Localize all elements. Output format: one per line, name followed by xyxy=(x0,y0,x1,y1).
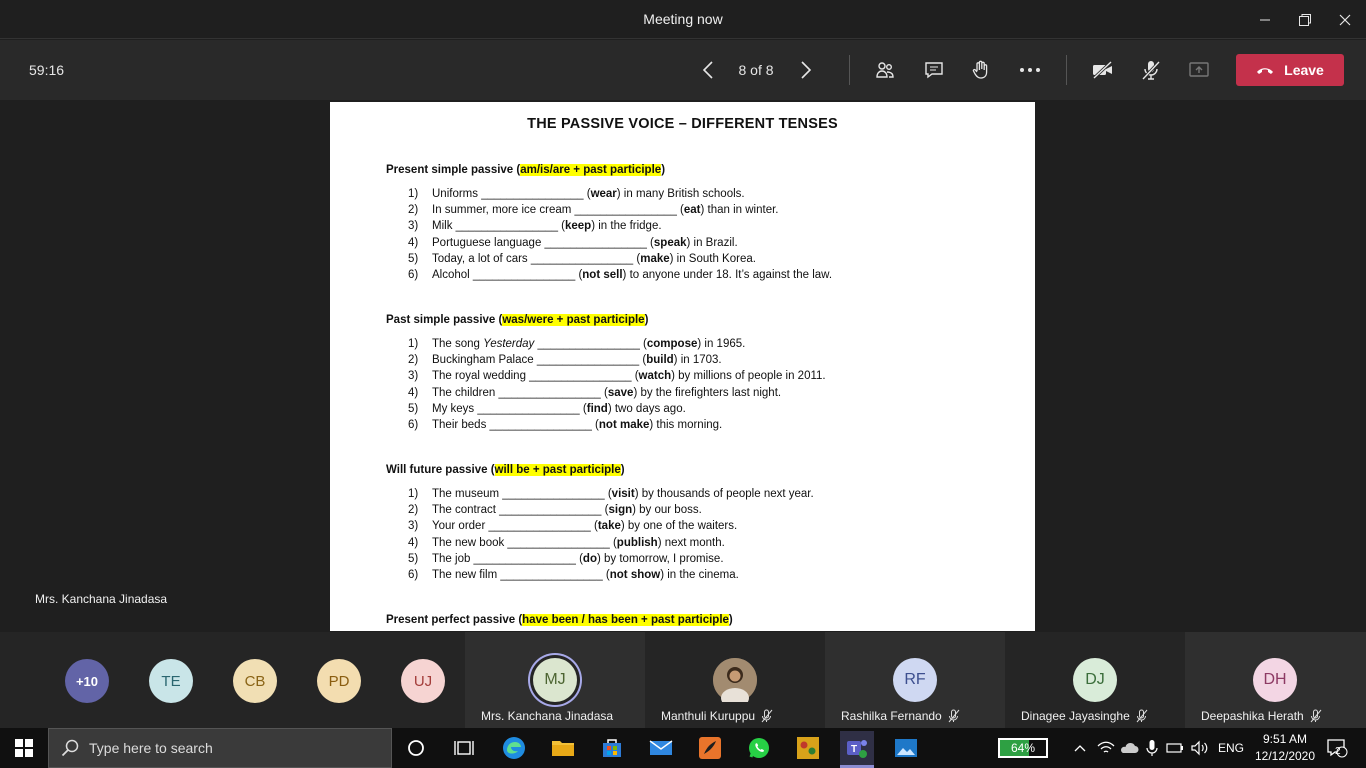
exercise-text xyxy=(432,267,832,283)
participant-avatar[interactable] xyxy=(149,659,193,703)
exercise-verb: do xyxy=(582,552,597,565)
more-icon xyxy=(1019,67,1041,73)
exercise-verb: save xyxy=(607,386,634,399)
title-bar xyxy=(0,0,1366,39)
exercise-item xyxy=(408,267,832,283)
exercise-suffix: ) by tomorrow, I promise. xyxy=(596,552,724,565)
system-clock[interactable] xyxy=(1252,731,1318,765)
exercise-number: 3) xyxy=(408,520,419,533)
clock-date: 12/12/2020 xyxy=(1254,749,1316,763)
minimize-button[interactable] xyxy=(1245,0,1285,39)
exercise-prefix: The song xyxy=(432,338,484,350)
taskbar-app-whatsapp[interactable] xyxy=(745,734,773,762)
exercise-text xyxy=(432,218,662,234)
chat-icon xyxy=(924,60,944,80)
profile-photo-icon xyxy=(713,658,757,702)
minimize-icon xyxy=(1259,14,1271,26)
exercise-verb: eat xyxy=(683,204,701,217)
exercise-text xyxy=(432,385,781,401)
exercise-suffix: ) in the cinema. xyxy=(660,569,739,582)
mail-icon xyxy=(649,739,673,757)
exercise-number: 5) xyxy=(408,552,419,565)
taskbar-app-edge[interactable] xyxy=(500,734,528,762)
microphone-tray-icon[interactable] xyxy=(1140,734,1164,762)
edge-icon xyxy=(502,736,526,760)
start-button[interactable] xyxy=(10,734,38,762)
exercise-prefix: My keys ________________ ( xyxy=(432,402,587,415)
exercise-suffix: ) by thousands of people next year. xyxy=(634,488,814,500)
restore-icon xyxy=(1298,13,1312,27)
exercise-prefix: Milk ________________ ( xyxy=(432,220,565,233)
exercise-text xyxy=(432,235,738,251)
participant-tile[interactable] xyxy=(465,632,645,728)
exercise-item xyxy=(408,401,826,417)
avatar-initials: UJ xyxy=(413,672,433,690)
participant-avatar xyxy=(1253,658,1297,702)
participant-name-label xyxy=(481,709,613,723)
exercise-list xyxy=(408,336,826,433)
paint-icon xyxy=(698,736,722,760)
windows-taskbar xyxy=(0,728,1366,768)
participant-name: Manthuli Kuruppu xyxy=(661,709,756,723)
exercise-item xyxy=(408,202,832,218)
chat-button[interactable] xyxy=(918,54,950,86)
notifications-button[interactable] xyxy=(1322,734,1352,762)
exercise-number: 2) xyxy=(408,354,419,367)
network-wifi-icon[interactable] xyxy=(1094,734,1118,762)
section-heading xyxy=(386,314,648,326)
participant-tile[interactable] xyxy=(825,632,1005,728)
camera-toggle-button[interactable] xyxy=(1087,54,1119,86)
mic-muted-icon xyxy=(948,709,960,723)
section-heading-text: Present perfect passive ( xyxy=(386,614,523,626)
mic-muted-icon xyxy=(761,709,773,723)
shared-content-stage xyxy=(0,100,1366,632)
exercise-suffix: ) in the fridge. xyxy=(591,220,662,233)
exercise-prefix-2: ________________ ( xyxy=(534,338,647,350)
participant-avatar[interactable] xyxy=(233,659,277,703)
exercise-verb: watch xyxy=(638,370,672,383)
chevron-right-icon xyxy=(799,60,813,80)
exercise-item xyxy=(408,551,814,567)
presenter-name-label: Mrs. Kanchana Jinadasa xyxy=(35,592,168,606)
exercise-verb: not make xyxy=(598,419,650,432)
taskbar-app-file-explorer[interactable] xyxy=(549,734,577,762)
mic-muted-icon xyxy=(1310,709,1322,723)
exercise-prefix: The royal wedding ________________ ( xyxy=(432,370,639,383)
exercise-verb: keep xyxy=(565,220,592,233)
participant-name-label xyxy=(841,709,960,723)
close-button[interactable] xyxy=(1325,0,1365,39)
exercise-prefix: The children ________________ ( xyxy=(432,386,608,399)
exercise-verb: visit xyxy=(611,488,635,500)
exercise-text xyxy=(432,518,737,534)
cloud-icon xyxy=(1119,741,1139,755)
wifi-icon xyxy=(1097,740,1115,756)
exercise-suffix: ) by our boss. xyxy=(632,504,702,517)
participants-button[interactable] xyxy=(869,54,901,86)
exercise-item xyxy=(408,502,814,518)
exercise-prefix: The contract ________________ ( xyxy=(432,504,609,517)
exercise-list xyxy=(408,186,832,283)
exercise-number: 6) xyxy=(408,419,419,432)
avatar-initials: RF xyxy=(904,671,926,688)
previous-page-button[interactable] xyxy=(692,54,724,86)
document-title: THE PASSIVE VOICE – DIFFERENT TENSES xyxy=(527,116,838,132)
chevron-up-icon xyxy=(1074,744,1086,752)
exercise-prefix: In summer, more ice cream ________________ ( xyxy=(432,204,684,217)
exercise-number: 1) xyxy=(408,338,419,350)
toolbar-divider xyxy=(849,55,850,85)
hang-up-icon xyxy=(1256,65,1274,75)
battery-percent-label: 64% xyxy=(1010,741,1036,755)
participant-tile[interactable] xyxy=(1185,632,1366,728)
exercise-suffix: ) to anyone under 18. It’s against the law. xyxy=(622,269,833,282)
exercise-text xyxy=(432,502,702,518)
exercise-item xyxy=(408,518,814,534)
exercise-suffix: ) by millions of people in 2011. xyxy=(671,370,826,383)
taskbar-app-photos[interactable] xyxy=(892,734,920,762)
exercise-prefix: Their beds ________________ ( xyxy=(432,419,599,432)
participant-name: Rashilka Fernando xyxy=(841,709,942,723)
grammar-rule-highlight: have been / has been + past participle xyxy=(522,614,729,626)
exercise-prefix: Your order ________________ ( xyxy=(432,520,598,533)
participant-avatar xyxy=(1073,658,1117,702)
exercise-item xyxy=(408,352,826,368)
exercise-suffix: ) in 1965. xyxy=(697,338,746,350)
exercise-item xyxy=(408,385,826,401)
exercise-text xyxy=(432,186,745,202)
mic-off-icon xyxy=(1140,59,1162,81)
folder-icon xyxy=(551,738,575,758)
exercise-item xyxy=(408,535,814,551)
battery-indicator[interactable] xyxy=(998,738,1048,758)
exercise-text xyxy=(432,551,724,567)
exercise-text xyxy=(432,486,814,502)
exercise-list xyxy=(408,486,814,583)
participant-avatar[interactable] xyxy=(401,659,445,703)
participant-name: Deepashika Herath xyxy=(1201,709,1304,723)
taskbar-app-game[interactable] xyxy=(794,734,822,762)
exercise-suffix: ) this morning. xyxy=(649,419,723,432)
section-heading-close: ) xyxy=(661,164,666,176)
exercise-text xyxy=(432,417,722,433)
participant-avatar[interactable] xyxy=(317,659,361,703)
exercise-suffix: ) in many British schools. xyxy=(616,188,745,200)
shared-document[interactable] xyxy=(330,102,1035,631)
more-participants-button[interactable]: +10 xyxy=(65,659,109,703)
exercise-number: 6) xyxy=(408,269,419,282)
chevron-left-icon xyxy=(701,60,715,80)
power-plug-icon xyxy=(1166,741,1186,755)
section-heading xyxy=(386,464,625,476)
exercise-number: 6) xyxy=(408,569,419,582)
section-heading xyxy=(386,164,665,176)
exercise-verb: not show xyxy=(609,569,661,582)
exercise-prefix: The new film ________________ ( xyxy=(432,569,610,582)
exercise-number: 5) xyxy=(408,252,419,265)
exercise-suffix: ) in 1703. xyxy=(673,354,722,367)
search-placeholder: Type here to search xyxy=(89,740,213,756)
hand-icon xyxy=(971,60,991,80)
store-icon xyxy=(601,737,623,759)
exercise-verb: wear xyxy=(590,188,617,200)
avatar-initials: DH xyxy=(1263,671,1287,688)
microphone-icon xyxy=(1146,739,1158,757)
avatar-initials: CB xyxy=(244,672,266,690)
exercise-suffix: ) in South Korea. xyxy=(669,252,756,265)
section-heading-close: ) xyxy=(620,464,625,476)
exercise-text xyxy=(432,251,756,267)
exercise-item xyxy=(408,235,832,251)
search-icon xyxy=(61,739,79,757)
participant-avatar xyxy=(713,658,757,702)
exercise-text xyxy=(432,336,745,352)
exercise-item xyxy=(408,336,826,352)
input-language[interactable]: ENG xyxy=(1218,741,1245,755)
exercise-text xyxy=(432,368,826,384)
taskbar-app-mail[interactable] xyxy=(647,734,675,762)
taskbar-app-store[interactable] xyxy=(598,734,626,762)
section-heading-close: ) xyxy=(644,314,649,326)
exercise-item xyxy=(408,368,826,384)
participant-avatar xyxy=(893,658,937,702)
exercise-suffix: ) in Brazil. xyxy=(686,236,738,249)
exercise-verb: compose xyxy=(646,338,698,350)
clock-time: 9:51 AM xyxy=(1262,732,1308,746)
participant-name: Mrs. Kanchana Jinadasa xyxy=(481,709,614,723)
taskbar-app-paint[interactable] xyxy=(696,734,724,762)
exercise-number: 1) xyxy=(408,488,419,500)
exercise-text xyxy=(432,535,725,551)
exercise-prefix: Buckingham Palace ________________ ( xyxy=(432,354,647,367)
page-indicator: 8 of 8 xyxy=(738,62,774,78)
raise-hand-button[interactable] xyxy=(965,54,997,86)
grammar-rule-highlight: will be + past participle xyxy=(494,464,621,476)
exercise-suffix: ) by the firefighters last night. xyxy=(633,386,782,399)
window-title: Meeting now xyxy=(643,11,723,27)
exercise-number: 4) xyxy=(408,386,419,399)
exercise-number: 4) xyxy=(408,536,419,549)
exercise-text xyxy=(432,401,686,417)
close-icon xyxy=(1339,14,1351,26)
cortana-button[interactable] xyxy=(402,734,430,762)
avatar-initials: MJ xyxy=(544,671,566,688)
exercise-verb: speak xyxy=(653,236,687,249)
speaker-icon xyxy=(1190,740,1210,756)
mic-toggle-button[interactable] xyxy=(1135,54,1167,86)
exercise-item xyxy=(408,251,832,267)
grammar-rule-highlight: was/were + past participle xyxy=(502,314,645,326)
exercise-item xyxy=(408,218,832,234)
people-icon xyxy=(875,60,895,80)
participant-tile[interactable] xyxy=(645,632,825,728)
taskbar-search[interactable] xyxy=(48,728,392,768)
exercise-prefix: Today, a lot of cars ________________ ( xyxy=(432,252,641,265)
exercise-suffix: ) two days ago. xyxy=(607,402,686,415)
exercise-number: 4) xyxy=(408,236,419,249)
svg-text:T: T xyxy=(850,744,858,755)
meeting-toolbar xyxy=(0,40,1366,100)
section-heading-text: Past simple passive ( xyxy=(386,314,503,326)
show-hidden-icons-button[interactable] xyxy=(1068,734,1092,762)
participant-name-label xyxy=(1021,709,1148,723)
exercise-item xyxy=(408,417,826,433)
taskbar-app-teams[interactable] xyxy=(840,731,874,765)
cortana-icon xyxy=(407,739,425,757)
exercise-number: 5) xyxy=(408,402,419,415)
section-heading xyxy=(386,614,733,626)
volume-tray-icon[interactable] xyxy=(1188,734,1212,762)
exercise-verb: find xyxy=(586,402,608,415)
maximize-button[interactable] xyxy=(1285,0,1325,39)
section-heading-text: Will future passive ( xyxy=(386,464,495,476)
game-icon xyxy=(796,736,820,760)
exercise-item xyxy=(408,567,814,583)
exercise-item xyxy=(408,486,814,502)
exercise-item xyxy=(408,186,832,202)
exercise-verb: build xyxy=(646,354,674,367)
exercise-number: 2) xyxy=(408,504,419,517)
exercise-number: 1) xyxy=(408,188,419,200)
exercise-verb: publish xyxy=(616,536,658,549)
grammar-rule-highlight: am/is/are + past participle xyxy=(520,164,662,176)
camera-off-icon xyxy=(1091,60,1115,80)
toolbar-divider xyxy=(1066,55,1067,85)
exercise-text xyxy=(432,567,739,583)
windows-logo-icon xyxy=(15,739,33,757)
share-screen-button[interactable] xyxy=(1183,54,1215,86)
participant-name-label xyxy=(661,709,773,723)
exercise-number: 2) xyxy=(408,204,419,217)
section-heading-close: ) xyxy=(728,614,733,626)
meeting-timer: 59:16 xyxy=(29,62,65,78)
mic-muted-icon xyxy=(1136,709,1148,723)
whatsapp-icon xyxy=(747,736,771,760)
participant-name: Dinagee Jayasinghe xyxy=(1021,709,1130,723)
participant-tile[interactable] xyxy=(1005,632,1185,728)
exercise-text xyxy=(432,352,722,368)
teams-icon xyxy=(845,737,869,759)
exercise-number: 3) xyxy=(408,220,419,233)
exercise-suffix: ) by one of the waiters. xyxy=(620,520,738,533)
avatar-initials: PD xyxy=(328,672,350,690)
exercise-prefix: Alcohol ________________ ( xyxy=(432,269,583,282)
participant-avatar xyxy=(533,658,577,702)
onedrive-icon[interactable] xyxy=(1117,734,1141,762)
exercise-verb: take xyxy=(597,520,621,533)
more-actions-button[interactable] xyxy=(1014,54,1046,86)
power-tray-icon[interactable] xyxy=(1164,734,1188,762)
avatar-initials: TE xyxy=(161,672,181,690)
notification-count: 2 xyxy=(1335,746,1341,757)
exercise-prefix: The museum ________________ ( xyxy=(432,488,612,500)
next-page-button[interactable] xyxy=(790,54,822,86)
exercise-verb: sign xyxy=(608,504,633,517)
exercise-verb: not sell xyxy=(582,269,623,282)
photos-icon xyxy=(894,738,918,758)
participant-name-label xyxy=(1201,709,1322,723)
exercise-prefix: The new book ________________ ( xyxy=(432,536,617,549)
task-view-icon xyxy=(454,739,474,757)
section-heading-text: Present simple passive ( xyxy=(386,164,521,176)
exercise-italic: Yesterday xyxy=(483,338,535,350)
exercise-prefix: Uniforms ________________ ( xyxy=(432,188,591,200)
exercise-text xyxy=(432,202,778,218)
exercise-suffix: ) next month. xyxy=(657,536,725,549)
leave-label: Leave xyxy=(1284,62,1324,78)
participant-strip xyxy=(0,632,1366,728)
exercise-suffix: ) than in winter. xyxy=(700,204,779,217)
leave-button[interactable] xyxy=(1236,54,1344,86)
exercise-verb: make xyxy=(640,252,670,265)
exercise-prefix: The job ________________ ( xyxy=(432,552,583,565)
task-view-button[interactable] xyxy=(450,734,478,762)
avatar-initials: DJ xyxy=(1085,671,1105,688)
share-icon xyxy=(1188,60,1210,80)
exercise-prefix: Portuguese language ________________ ( xyxy=(432,236,654,249)
exercise-number: 3) xyxy=(408,370,419,383)
